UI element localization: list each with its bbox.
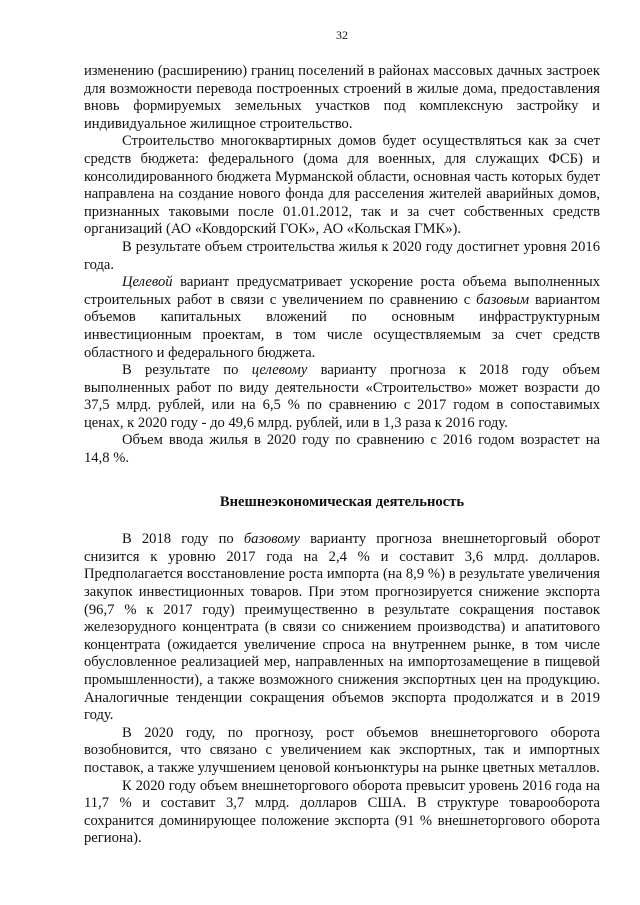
paragraph-p1 [84, 63, 600, 133]
paragraph-p2 [84, 133, 600, 239]
page-number: 32 [336, 28, 348, 42]
section-heading: Внешнеэкономическая деятельность [219, 493, 465, 510]
italic-term: базовому [243, 531, 300, 548]
paragraph-p4 [84, 274, 600, 362]
text-block-construction [84, 63, 600, 468]
paragraph-p5 [84, 362, 600, 432]
paragraph-p8 [84, 725, 600, 778]
text-run: Строительство многоквартирных домов будет осуществляться как за счет средств бюджета: федерального (дома для военных, для служащих ФСБ) и консолидированного бюджета Мурманской области, основная часть которых будет направлена на создание нового фонда для расселения жителей аварийных домов, признанных таковыми после 01.01.2012, так и за счет собственных средств организаций (АО «Ковдорский ГОК», АО «Кольская ГМК»). [84, 133, 600, 238]
italic-term: базовым [476, 291, 530, 308]
text-run: Объем ввода жилья в 2020 году по сравнению с 2016 годом возрастет на 14,8 %. [84, 432, 600, 467]
italic-term: Целевой [122, 274, 173, 291]
text-block-foreign-trade [84, 531, 600, 848]
text-run: К 2020 году объем внешнеторгового оборота превысит уровень 2016 года на 11,7 % и составит 3,7 млрд. долларов США. В структуре товарооборота сохранится доминирующее положение экспорта (91 % внешнеторгового оборота региона). [84, 777, 600, 847]
paragraph-p3 [84, 239, 600, 274]
text-run: изменению (расширению) границ поселений в районах массовых дачных застроек для возможности перевода построенных строений в жилые дома, предоставления вновь формируемых земельных участков под комплексную застройку и индивидуальное жилищное строительство. [84, 63, 600, 132]
text-run: варианту прогноза внешнеторговый оборот снизится к уровню 2017 года на 2,4 % и составит 3,6 млрд. долларов. Предполагается восстановление роста импорта (на 8,9 %) в результате увеличения закупок инвестиционных товаров. При этом прогнозируется снижение экспорта (96,7 % к 2017 году) преимущественно в результате сокращения поставок железорудного концентрата (в связи со снижением производства) и апатитового концентрата (ожидается увеличение спроса на внутреннем рынке, в том числе обусловленное реализацией мер, направленных на импортозамещение в пищевой промышленности), а также возможного снижения экспортных цен на продукцию. Аналогичные тенденции сокращения объемов экспорта продолжатся и в 2019 году. [84, 531, 601, 724]
text-run: В результате объем строительства жилья к 2020 году достигнет уровня 2016 года. [84, 238, 600, 273]
text-run: В 2018 году по [122, 531, 244, 548]
text-run: варианту прогноза к 2018 году объем выполненных работ по виду деятельности «Строительство» может возрасти до 37,5 млрд. рублей, или на 6,5 % по сравнению с 2017 годом в сопоставимых ценах, к 2020 году - до 49,6 млрд. рублей, или в 1,3 раза к 2016 году. [84, 362, 601, 431]
text-run: В результате по [122, 362, 252, 379]
text-run: вариантом объемов капитальных вложений по основным инфраструктурным инвестиционным проектам, в том числе осуществляемым за счет средств областного и федерального бюджета. [84, 291, 600, 361]
paragraph-p9 [84, 778, 600, 848]
paragraph-p7 [84, 531, 600, 725]
italic-term: целевому [251, 362, 308, 379]
text-run: вариант предусматривает ускорение роста объема выполненных строительных работ в связи с увеличением по сравнению с [84, 274, 600, 308]
text-run: В 2020 году, по прогнозу, рост объемов внешнеторгового оборота возобновится, что связано с увеличением как экспортных, так и импортных поставок, а также улучшением ценовой конъюнктуры на рынке цветных металлов. [84, 724, 600, 776]
paragraph-p6 [84, 432, 600, 467]
